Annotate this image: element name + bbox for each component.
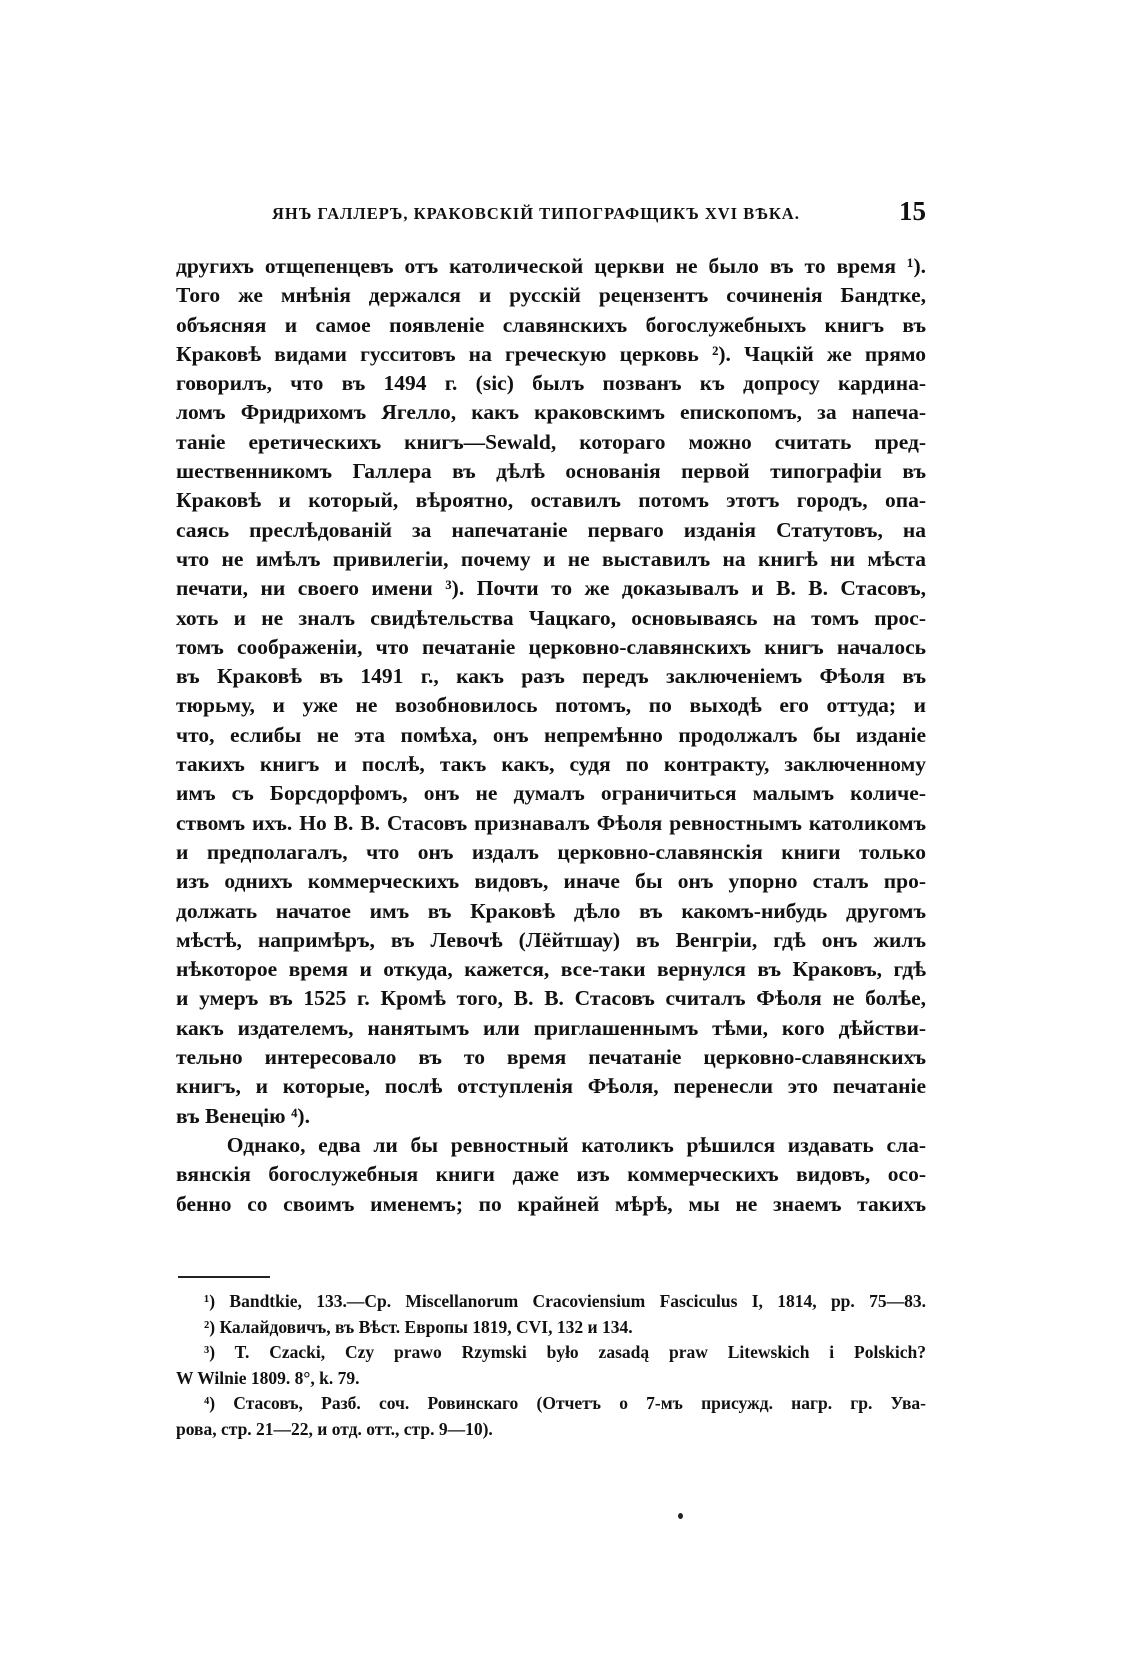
text-line: мѣстѣ, напримѣръ, въ Левочѣ (Лёйтшау) въ Венгріи, гдѣ онъ жилъ: [176, 927, 926, 952]
text-line: печати, ни своего имени ³). Почти то же доказывалъ и В. В. Стасовъ,: [176, 576, 926, 601]
text-line: изъ однихъ коммерческихъ видовъ, иначе бы онъ упорно сталъ про-: [176, 869, 926, 894]
footnote-1: ¹) Bandtkie, 133.—Ср. Miscellanorum Cracoviensium Fasciculus I, 1814, pp. 75—83.: [204, 1291, 926, 1311]
footnotes: [176, 1289, 926, 1442]
text-line: говорилъ, что въ 1494 г. (sic) былъ позванъ къ допросу кардина-: [176, 371, 926, 396]
footnote-4-continued: рова, стр. 21—22, и отд. отт., стр. 9—10).: [176, 1418, 493, 1439]
text-line: ломъ Фридрихомъ Ягелло, какъ краковскимъ епископомъ, за напеча-: [176, 400, 926, 425]
footnote-2: ²) Калайдовичъ, въ Вѣст. Европы 1819, CVI, 132 и 134.: [204, 1316, 633, 1337]
text-line: Краковѣ видами гусситовъ на греческую церковь ²). Чацкій же прямо: [176, 341, 926, 366]
text-line: бенно со своимъ именемъ; по крайней мѣрѣ, мы не знаемъ такихъ: [176, 1191, 926, 1216]
text-line: томъ соображеніи, что печатаніе церковно-славянскихъ книгъ началось: [176, 634, 926, 659]
text-line: другихъ отщепенцевъ отъ католической церкви не было въ то время ¹).: [176, 254, 926, 278]
body-text: [176, 252, 926, 1219]
text-line: тельно интересовало въ то время печатаніе церковно-славянскихъ: [176, 1045, 926, 1070]
text-line: вянскія богослужебныя книги даже изъ коммерческихъ видовъ, осо-: [176, 1162, 926, 1187]
text-line: что, еслибы не эта помѣха, онъ непремѣнно продолжалъ бы изданіе: [176, 722, 926, 747]
page-number: 15: [899, 196, 926, 226]
text-line: должать начатое имъ въ Краковѣ дѣло въ какомъ-нибудь другомъ: [176, 898, 926, 923]
running-title: ЯНЪ ГАЛЛЕРЪ, КРАКОВСКІЙ ТИПОГРАФЩИКЪ XVI ВѢКА.: [272, 204, 800, 223]
paragraph-end-line: въ Венецію ⁴).: [176, 1103, 310, 1128]
text-line: объясняя и самое появленіе славянскихъ богослужебныхъ книгъ въ: [176, 312, 926, 337]
text-line: какъ издателемъ, нанятымъ или приглашеннымъ тѣми, кого дѣйстви-: [176, 1015, 926, 1040]
text-line: Того же мнѣнія держался и русскій рецензентъ сочиненія Бандтке,: [176, 283, 926, 308]
footnote-3-continued: W Wilnie 1809. 8°, k. 79.: [176, 1367, 360, 1388]
text-line: шественникомъ Галлера въ дѣлѣ основанія первой типографіи въ: [176, 459, 926, 484]
text-line: что не имѣлъ привилегіи, почему и не выставилъ на книгѣ ни мѣста: [176, 546, 926, 571]
text-line: такихъ книгъ и послѣ, такъ какъ, судя по контракту, заключенному: [176, 752, 926, 777]
running-head: [176, 196, 926, 236]
text-line: ствомъ ихъ. Но В. В. Стасовъ признавалъ Фѣоля ревностнымъ католикомъ: [176, 810, 926, 835]
text-line: тюрьму, и уже не возобновилось потомъ, по выходѣ его оттуда; и: [176, 693, 926, 718]
text-line: хоть и не зналъ свидѣтельства Чацкаго, основываясь на томъ прос-: [176, 605, 926, 630]
text-line: Краковѣ и который, вѣроятно, оставилъ потомъ этотъ городъ, опа-: [176, 488, 926, 513]
text-line: таніе еретическихъ книгъ—Sewald, котораго можно считать пред-: [176, 429, 926, 454]
text-line: книгъ, и которые, послѣ отступленія Фѣоля, перенесли это печатаніе: [176, 1074, 926, 1099]
text-line: и предполагалъ, что онъ издалъ церковно-славянскія книги только: [176, 839, 926, 864]
text-line: въ Краковѣ въ 1491 г., какъ разъ передъ заключеніемъ Фѣоля въ: [176, 664, 926, 689]
footnote-divider: [178, 1276, 270, 1278]
text-line: саясь преслѣдованій за напечатаніе перваго изданія Статутовъ, на: [176, 517, 926, 542]
footnote-4: ⁴) Стасовъ, Разб. соч. Ровинскаго (Отчетъ о 7-мъ присужд. нагр. гр. Ува-: [204, 1393, 926, 1413]
text-line: и умеръ въ 1525 г. Кромѣ того, В. В. Стасовъ считалъ Фѣоля не болѣе,: [176, 986, 926, 1011]
text-line: нѣкоторое время и откуда, кажется, все-таки вернулся въ Краковъ, гдѣ: [176, 957, 926, 982]
text-line: имъ съ Борсдорфомъ, онъ не думалъ ограничиться малымъ количе-: [176, 781, 926, 806]
footnote-3: ³) T. Czacki, Czy prawo Rzymski było zasadą praw Litewskich i Polskich?: [204, 1342, 926, 1362]
ink-speck: [678, 1513, 683, 1519]
paragraph-start-line: Однако, едва ли бы ревностный католикъ рѣшился издавать сла-: [176, 1132, 926, 1157]
